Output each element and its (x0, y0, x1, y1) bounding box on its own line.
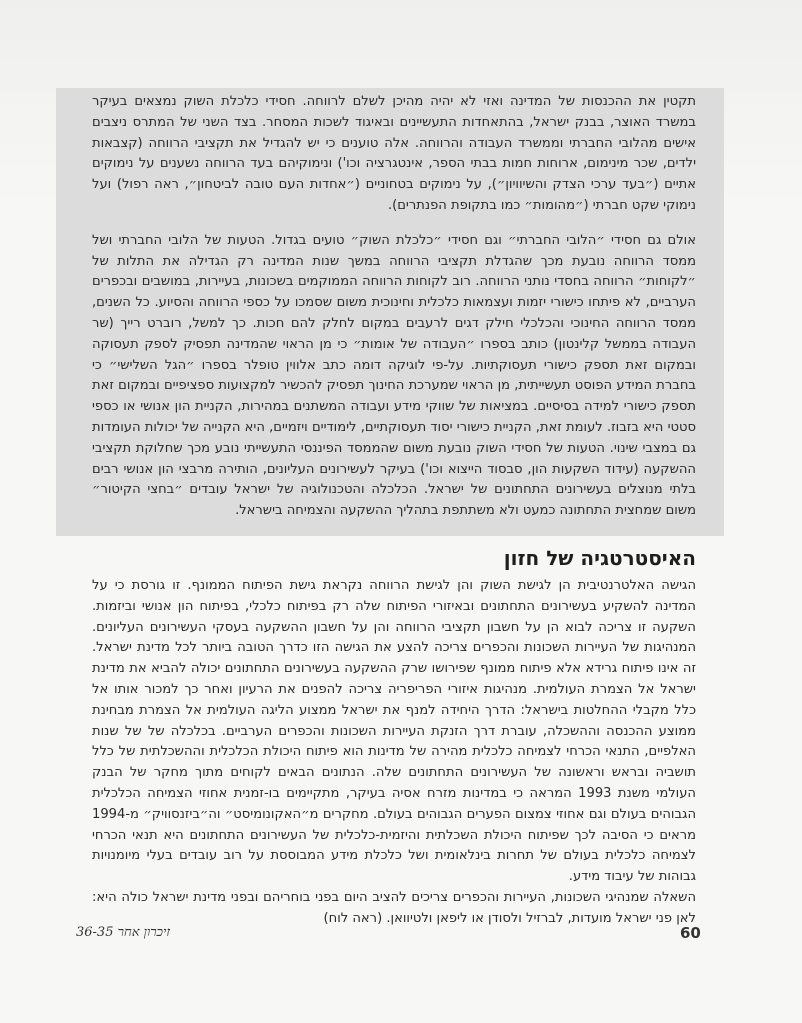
shaded-paragraph-2: אולם גם חסידי ״הלובי החברתי״ וגם חסידי ״כלכלת השוק״ טועים בגדול. הטעות של הלובי החברתי ושל ממסד הרווחה נובעת מכך שהגדלת תקציבי הרווחה במשך שנות המדינה רק הגדילה את התלות של ״לקוחות״ הרווחה בחסדי נותני הרווחה. רוב לקוחות הרווחה הממוקמים בשכונות, בעיירות, במושבים ובכפרים הערביים, לא פיתחו כישורי יזמות ועצמאות כלכלית וחינוכית משום שסמכו על כספי הרווחה והסיוע. כל השנים, ממסד הרווחה החינוכי והכלכלי חילק דגים לרעבים במקום לחלק להם חכות. כך למשל, רוברט רייך (שר העבודה בממשל קלינטון) כותב בספרו ״העבודה של אומות״ כי מן הראוי שהמדינה תפסיק לספק תעסוקה ובמקום זאת תספק כישורי תעסוקתיות. על-פי לוגיקה דומה כתב אלווין טופלר בספרו ״הגל השלישי״ כי בחברת המידע הפוסט תעשייתית, מן הראוי שמערכת החינוך תפסיק להכשיר למקצועות ספציפיים ובמקום זאת תספק כישורי למידה בסיסיים. במציאות של שווקי מידע ועבודה המשתנים במהירות, הקניית הון אנושי או כספי סטטי היא בזבוז. לעומת זאת, הקניית כישורי יסוד תעסוקתיים, לימודיים ויזמיים, היא הקנייה של יכולות העומדות גם במצבי שינוי. הטעות של חסידי השוק נובעת משום שהממסד הפיננסי התעשייתי נובע מכך שחלוקת תקציבי ההשקעה (עידוד השקעות הון, סבסוד הייצוא וכו') בעיקר לעשירונים העליונים, הותירה מרבצי הון אנושי רבים בלתי מנוצלים בעשירונים התחתונים של ישראל. הכלכלה והטכנולוגיה של ישראל עובדים ״בחצי הקיטור״ משום שמחצית התחתונה כמעט ולא משתתפת בתהליך ההשקעה והצמיחה בישראל. (92, 232, 696, 519)
handwritten-note: זיכרון אחר 36-35 (76, 925, 171, 940)
body-text-column (92, 576, 696, 930)
body-paragraph-1: הגישה האלטרנטיבית הן לגישת השוק והן לגישת הרווחה נקראת גישת הפיתוח הממונף. זו גורסת כי על המדינה להשקיע בעשירונים התחתונים ובאיזורי הפיתוח שלה רק בפיתוח כלכלי, בפיתוח הון אנושי וביזמות. השקעה זו צריכה לבוא הן על חשבון תקציבי הרווחה והן על חשבון ההשקעה בעסקי העשירונים העליונים. המנהיגות של העיירות השכונות והכפרים צריכה להצע את הגישה הזו כדרך הטובה ביותר לכל מדינת ישראל. זה אינו פיתוח גרידא אלא פיתוח ממונף שפירושו שרק ההשקעה בעשירונים התחתונים יכולה להביא את מדינת ישראל אל הצמרת העולמית. מנהיגות איזורי הפריפריה צריכה להפנים את הרעיון ואחר כך למכור אותו אל כלל מקבלי ההחלטות בישראל: הדרך היחידה למנף את ישראל ממצוע הליגה העולמית אל הצמרת מבחינת ממוצע ההכנסה וההשכלה, עוברת דרך הזנקת העיירות השכונות והכפרים הערביים. בכלכלה של של שנות האלפיים, התנאי הכרחי לצמיחה כלכלית מהירה של מדינות הוא פיתוח היכולת הכלכלית וההשכלתית של כלל תושביה ובראש וראשונה של העשירונים התחתונים שלה. הנתונים הבאים לקוחים מתוך מחקר של הבנק העולמי משנת 1993 המראה כי במדינות מזרח אסיה בעיקר, מתקיימים בו-זמנית אחוזי הצמיחה הכלכלית הגבוהים בעולם וגם אחוזי צמצום הפערים הגבוהים בעולם. מחקרים מ״האקונומיסט״ וה״ביזנסוויק״ מ-1994 מראים כי הסיבה לכך שפיתוח היכולת השכלתית והיזמית-כלכלית של העשירונים התחתונים היא תנאי הכרחי לצמיחה כלכלית בעולם של תחרות בינלאומית ושל כלכלת מידע המבוססת על רוב עובדים בעלי מיומנויות גבוהות של עיבוד מידע. (92, 578, 696, 885)
shaded-paragraph-1: תקטין את ההכנסות של המדינה ואזי לא יהיה מהיכן לשלם לרווחה. חסידי כלכלת השוק נמצאים בעיקר במשרד האוצר, בבנק ישראל, בהתאחדות התעשיינים ובאיגוד לשכות המסחר. בצד השני של המתרס ניצבים אישים מהלובי החברתי וממשרד העבודה והרווחה. אלה טוענים כי יש להגדיל את תקציבי הרווחה (קצבאות ילדים, שכר מינימום, ארוחות חמות בבתי הספר, אינטגרציה וכו') ונימוקיהם בעד הרווחה נשענים על נימוקים אתיים (״בעד ערכי הצדק והשיוויון״), על נימוקים בטחוניים (״אחדות העם טובה לביטחון״, ראה רפול) ועל נימוקי שקט חברתי (״מהומות״ כמו בתקופת הפנתרים). (92, 94, 696, 213)
page-number: 60 (680, 924, 701, 942)
body-paragraph-2: השאלה שמנהיגי השכונות, העיירות והכפרים צריכים להציב היום בפני בוחריהם ובפני מדינת ישראל כולה היא: לאן פני ישראל מועדות, לברזיל ולסודן או ליפאן ולטיוואן. (ראה לוח) (92, 889, 696, 926)
section-heading: האיסטרטגיה של חזון (503, 546, 696, 570)
shaded-text-column (92, 92, 696, 522)
